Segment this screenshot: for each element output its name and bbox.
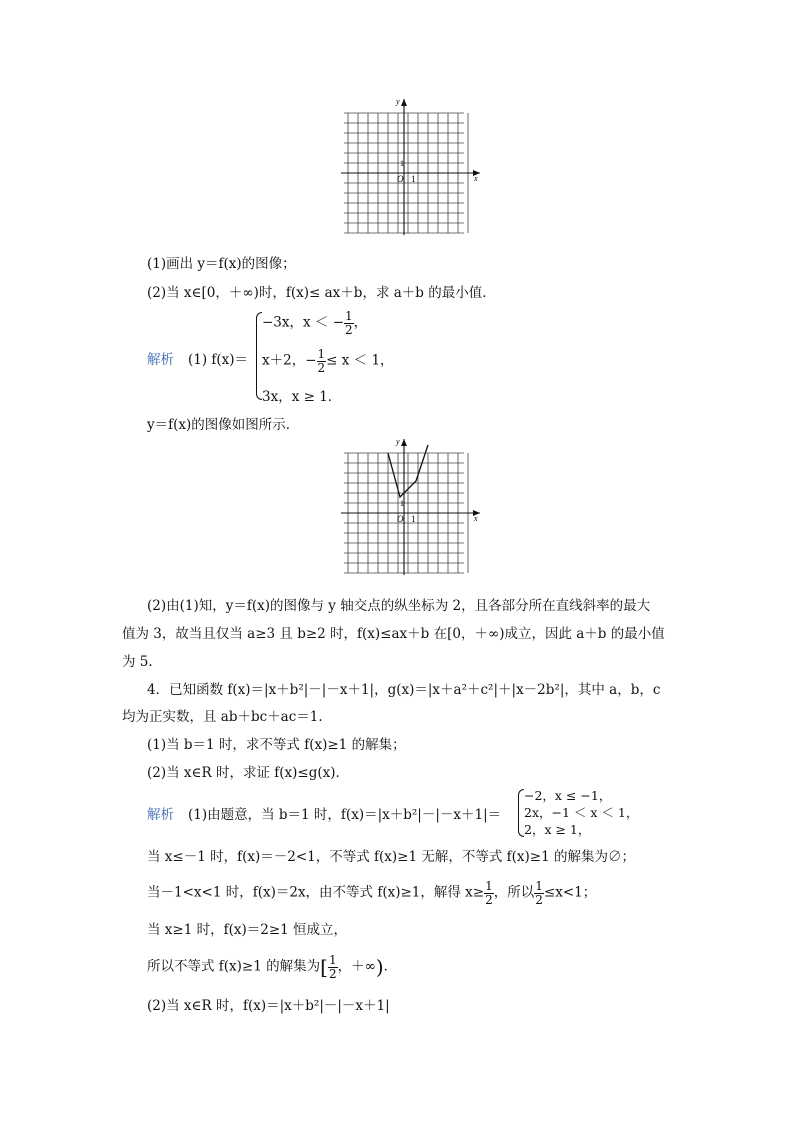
- solution-4-line-4: 所以不等式 f(x)≥1 的解集为[ $\frac{1}{2}$ ，＋∞)．: [147, 953, 398, 981]
- solution-2-line-1: (2)由(1)知，y＝f(x)的图像与 y 轴交点的纵坐标为 2，且各部分所在直线斜率的最大: [147, 598, 651, 614]
- problem-4-line-2: 均为正实数，且 ab＋bc＋ac＝1.: [122, 709, 323, 725]
- case-4-2: 2x，−1 ＜ x ＜ 1，: [524, 805, 639, 820]
- question-1: (1)画出 y＝f(x)的图像；: [147, 256, 296, 272]
- y-tick-one: 1: [400, 159, 404, 168]
- case-3: 3x，x ≥ 1．: [262, 389, 342, 405]
- problem-4-question-1: (1)当 b＝1 时，求不等式 f(x)≥1 的解集；: [147, 737, 406, 753]
- coordinate-grid-with-graph: [338, 435, 486, 580]
- solution-4-line-2: 当－1<x<1 时，f(x)＝2x，由不等式 f(x)≥1，解得 x≥ $\frac{1}{2}$ ，所以 $\frac{1}{2}$ ≤x<1；: [147, 879, 597, 907]
- question-2: (2)当 x∈[0，＋∞)时，f(x)≤ ax＋b，求 a＋b 的最小值．: [147, 285, 496, 301]
- problem-4-line-1: 4．已知函数 f(x)＝|x＋b²|－|－x＋1|，g(x)＝|x＋a²＋c²|＋|x－2b²|，其中 a，b，c: [147, 682, 661, 698]
- fx-lhs: (1) f(x)＝: [188, 352, 249, 368]
- origin-label: O: [397, 514, 404, 524]
- case-4-3: 2，x ≥ 1，: [524, 822, 591, 837]
- solution-4-line-3: 当 x≥1 时，f(x)＝2≥1 恒成立，: [147, 922, 348, 938]
- solution-2-line-2: 值为 3，故当且仅当 a≥3 且 b≥2 时，f(x)≤ax＋b 在[0，＋∞)成立，因此 a＋b 的最小值: [122, 626, 665, 642]
- solution-4-intro: (1)由题意，当 b＝1 时，f(x)＝|x＋b²|－|－x＋1|＝: [188, 807, 502, 823]
- solution-4-line-5: (2)当 x∈R 时，f(x)＝|x＋b²|－|－x＋1|: [147, 998, 390, 1014]
- y-axis-label: y: [396, 437, 400, 446]
- solution-2-line-3: 为 5.: [122, 654, 153, 670]
- x-tick-one: 1: [411, 174, 416, 184]
- y-axis-label: y: [396, 97, 400, 106]
- problem-4-question-2: (2)当 x∈R 时，求证 f(x)≤g(x)．: [147, 765, 350, 781]
- case-4-1: −2，x ≤ −1，: [524, 788, 612, 803]
- case-2: x＋2，− $\frac{1}{2}$ ≤ x ＜ 1，: [262, 347, 394, 375]
- y-tick-one: 1: [400, 499, 404, 508]
- coordinate-grid-empty: [338, 95, 486, 240]
- graph-caption: y＝f(x)的图像如图所示．: [147, 417, 300, 433]
- x-axis-label: x: [474, 174, 478, 183]
- x-tick-one: 1: [411, 514, 416, 524]
- solution-4-line-1: 当 x≤－1 时，f(x)＝－2<1，不等式 f(x)≥1 无解，不等式 f(x)≥1 的解集为∅；: [147, 849, 635, 865]
- solution-label: 解析: [147, 352, 174, 368]
- origin-label: O: [397, 174, 404, 184]
- solution-label-4: 解析: [147, 807, 174, 823]
- case-1: −3x，x ＜ − $\frac{1}{2}$ ，: [262, 309, 368, 337]
- x-axis-label: x: [474, 514, 478, 523]
